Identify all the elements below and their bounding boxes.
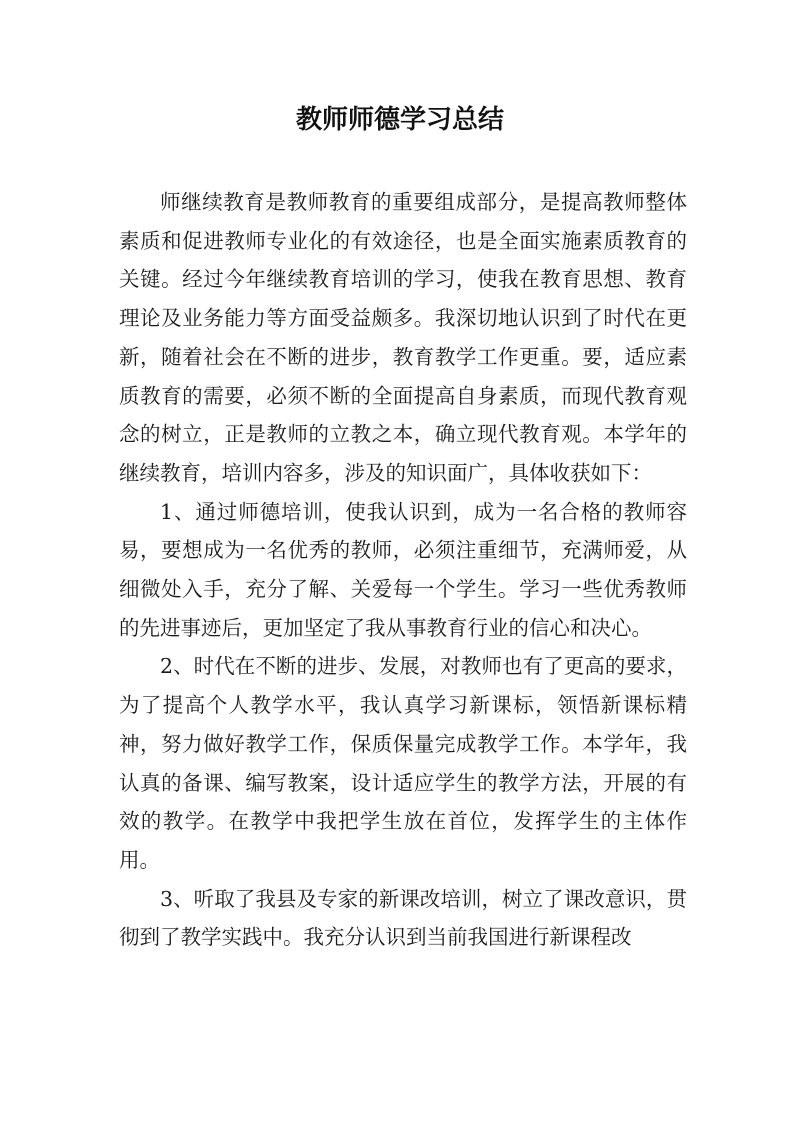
paragraph-point-1: 1、通过师德培训，使我认识到，成为一名合格的教师容易，要想成为一名优秀的教师，必须注重细节，充满师爱，从细微处入手，充分了解、关爱每一个学生。学习一些优秀教师的先进事迹后，更加坚定了我从事教育行业的信心和决心。: [119, 499, 687, 640]
document-title: 教师师德学习总结: [295, 105, 504, 135]
paragraph-intro: 师继续教育是教师教育的重要组成部分，是提高教师整体素质和促进教师专业化的有效途径，也是全面实施素质教育的关键。经过今年继续教育培训的学习，使我在教育思想、教育理论及业务能力等方面受益颇多。我深切地认识到了时代在更新，随着社会在不断的进步，教育教学工作更重。要，适应素质教育的需要，必须不断的全面提高自身素质，而现代教育观念的树立，正是教师的立教之本，确立现代教育观。本学年的继续教育，培训内容多，涉及的知识面广，具体收获如下：: [119, 190, 687, 485]
paragraph-point-3: 3、听取了我县及专家的新课改培训，树立了课改意识，贯彻到了教学实践中。我充分认识到当前我国进行新课程改: [119, 886, 687, 950]
document-body: [119, 183, 687, 957]
paragraph-point-2: 2、时代在不断的进步、发展，对教师也有了更高的要求，为了提高个人教学水平，我认真学习新课标，领悟新课标精神，努力做好教学工作，保质保量完成教学工作。本学年，我认真的备课、编写教案，设计适应学生的教学方法，开展的有效的教学。在教学中我把学生放在首位，发挥学生的主体作用。: [119, 654, 687, 872]
